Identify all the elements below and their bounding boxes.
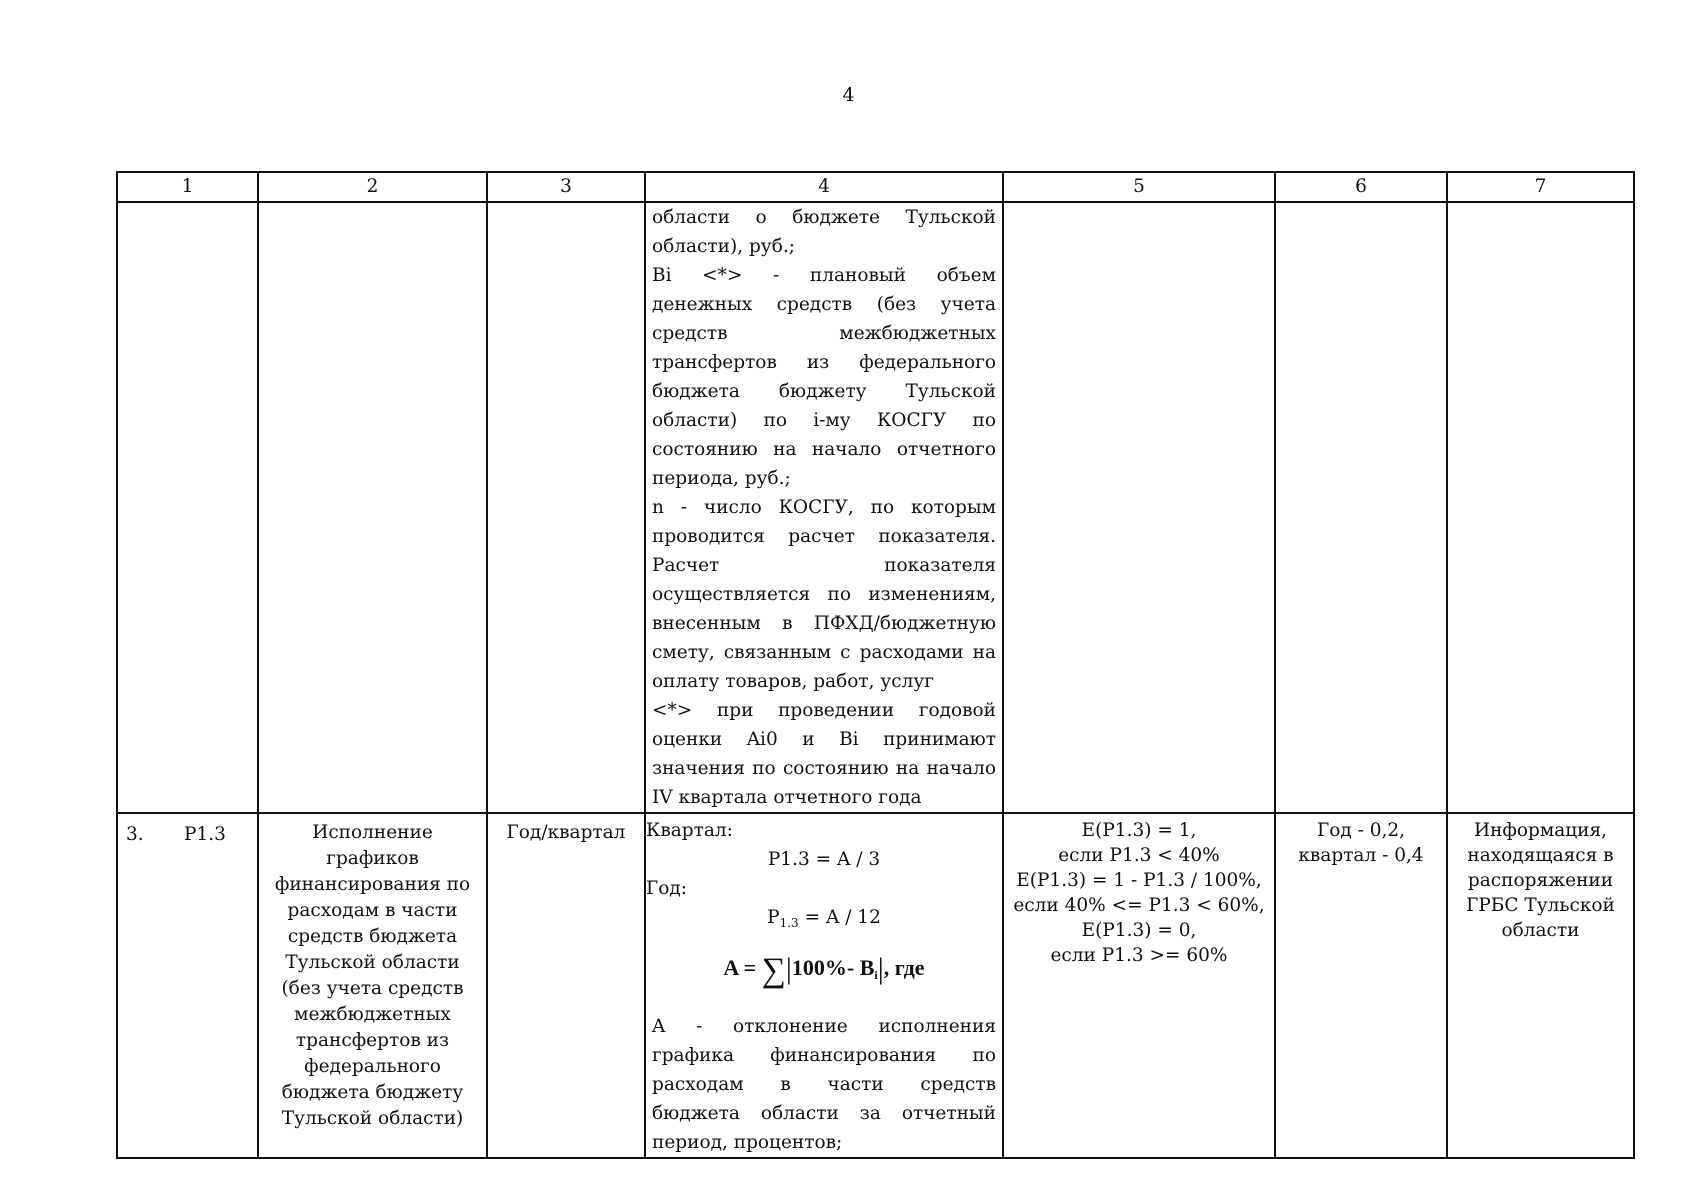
year-label: Год: [646,878,688,899]
header-cell-3: 3 [487,172,645,202]
sum-formula: A = ∑|100%- $B_i|$, где [723,952,925,989]
empty-cell [258,202,487,813]
formula-description: A - отклонение исполнения графика финансирования по расходам в части средств бюджета области за отчетный период, процентов; [652,1016,996,1153]
quarter-formula: P1.3 = A / 3 [767,849,881,870]
quarter-label: Квартал: [646,820,733,841]
evaluation-line: E(P1.3) = 1 - P1.3 / 100%, [1016,870,1262,891]
evaluation-line: если 40% <= P1.3 < 60%, [1013,895,1265,916]
empty-cell [117,202,258,813]
page-number: 4 [842,84,855,106]
description-paragraph: Bi <*> - плановый объем денежных средств (без учета средств межбюджетных трансфертов из федерального бюджета бюджету Тульской области) по i-му КОСГУ по состоянию на начало отчетного периода, руб.; [652,265,996,489]
header-cell-1: 1 [117,172,258,202]
weight-line: Год - 0,2, [1316,820,1406,841]
header-cell-2: 2 [258,172,487,202]
table-row-3 [117,813,1634,1158]
weight-cell [1275,813,1447,1158]
indicator-name: Исполнение графиков финансирования по расходам в части средств бюджета Тульской области (без учета средств межбюджетных трансфертов из федерального бюджета бюджету Тульской области) [258,813,487,1158]
header-cell-4: 4 [645,172,1003,202]
weight-line: квартал - 0,4 [1298,845,1424,866]
empty-cell [487,202,645,813]
row-number-cell [117,813,258,1158]
indicator-code: P1.3 [184,824,226,845]
header-cell-7: 7 [1447,172,1634,202]
evaluation-line: если P1.3 < 40% [1058,845,1220,866]
evaluation-line: если P1.3 >= 60% [1050,945,1228,966]
indicator-period: Год/квартал [487,813,645,1158]
empty-cell [1275,202,1447,813]
sigma-symbol: ∑ [761,952,786,989]
indicator-table [116,171,1635,1159]
row-number: 3. [126,824,144,845]
formula-cell [645,813,1003,1158]
table-row-continued [117,202,1634,813]
evaluation-cell [1003,813,1275,1158]
header-cell-5: 5 [1003,172,1275,202]
header-cell-6: 6 [1275,172,1447,202]
year-formula: $P_{1.3} = A / 12$ [767,907,881,930]
empty-cell [1003,202,1275,813]
table-header-row [117,172,1634,202]
empty-cell [1447,202,1634,813]
description-paragraph: n - число КОСГУ, по которым проводится расчет показателя. Расчет показателя осуществляется по изменениям, внесенным в ПФХД/бюджетную смету, связанным с расходами на оплату товаров, работ, услуг [652,497,996,692]
evaluation-line: E(P1.3) = 1, [1081,820,1197,841]
source-cell: Информация, находящаяся в распоряжении ГРБС Тульской области [1447,813,1634,1158]
description-paragraph: области о бюджете Тульской области), руб.; [652,207,996,257]
description-paragraph: <*> при проведении годовой оценки Ai0 и Bi принимают значения по состоянию на начало IV квартала отчетного года [652,700,996,808]
evaluation-line: E(P1.3) = 0, [1081,920,1197,941]
formula-description-cell [645,202,1003,813]
